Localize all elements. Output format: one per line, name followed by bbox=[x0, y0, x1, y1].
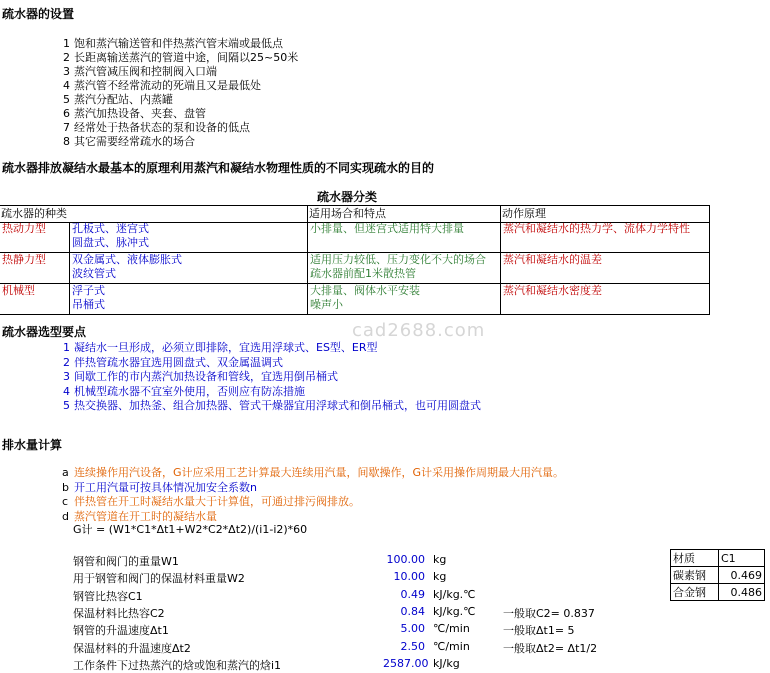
variable-row bbox=[73, 568, 693, 585]
item-number: 2 bbox=[63, 51, 70, 64]
subtype-line: 孔板式、迷宫式 bbox=[72, 222, 149, 235]
list-item bbox=[58, 37, 283, 50]
item-number: 8 bbox=[63, 135, 70, 148]
table-row bbox=[0, 222, 710, 253]
subtype-line: 吊桶式 bbox=[72, 298, 105, 311]
formula: G计 = (W1*C1*Δt1+W2*C2*Δt2)/(i1-i2)*60 bbox=[73, 523, 308, 536]
principle-cell bbox=[501, 253, 710, 283]
item-number: 6 bbox=[63, 107, 70, 120]
variable-row bbox=[73, 655, 693, 672]
note-item bbox=[62, 481, 257, 494]
scene-line: 噪声小 bbox=[310, 298, 343, 311]
list-item bbox=[58, 370, 338, 383]
type-cell bbox=[0, 253, 70, 283]
variable-label: 保温材料的升温速度Δt2 bbox=[73, 641, 191, 655]
item-number: 1 bbox=[63, 341, 70, 354]
typical-value: 一般取Δt2= Δt1/2 bbox=[503, 641, 598, 655]
type-cell bbox=[0, 222, 70, 252]
item-number: 4 bbox=[63, 79, 70, 92]
table-row bbox=[671, 567, 765, 584]
scene-cell bbox=[308, 253, 501, 283]
variable-row bbox=[73, 551, 693, 568]
watermark: cad2688.com bbox=[352, 320, 486, 341]
c1-header: C1 bbox=[718, 550, 764, 567]
list-item bbox=[58, 356, 283, 369]
item-text: 蒸汽分配站、内蒸罐 bbox=[74, 93, 173, 106]
variable-value[interactable]: 5.00 bbox=[400, 622, 425, 636]
list-item bbox=[58, 107, 206, 120]
note-text: 连续操作用汽设备，G计应采用工艺计算最大连续用汽量，间歇操作，G计采用操作周期最大用汽量。 bbox=[74, 466, 565, 479]
note-key: c bbox=[62, 495, 69, 508]
scene-line: 疏水器前配1米散热管 bbox=[310, 267, 416, 280]
scene-cell bbox=[308, 222, 501, 252]
note-key: b bbox=[62, 480, 69, 494]
variable-unit: kg bbox=[433, 553, 447, 566]
subtype-line: 圆盘式、脉冲式 bbox=[72, 236, 149, 249]
category-col-scene: 适用场合和特点 bbox=[309, 207, 386, 220]
item-text: 凝结水一旦形成，必须立即排除，宜选用浮球式、ES型、ER型 bbox=[74, 341, 378, 354]
note-text: 蒸汽管道在开工时的凝结水量 bbox=[74, 509, 217, 523]
type-name: 机械型 bbox=[2, 284, 35, 297]
material-header: 材质 bbox=[671, 550, 719, 567]
variable-label: 钢管比热容C1 bbox=[73, 589, 143, 603]
note-item bbox=[62, 510, 217, 523]
list-item bbox=[58, 135, 195, 148]
scene-cell bbox=[308, 284, 501, 314]
category-col-type: 疏水器的种类 bbox=[1, 207, 67, 220]
note-key: a bbox=[62, 466, 69, 479]
note-key: d bbox=[62, 509, 69, 523]
principle-line: 蒸汽和凝结水的温差 bbox=[503, 253, 602, 266]
list-item bbox=[58, 51, 298, 64]
variable-unit: kg bbox=[433, 570, 447, 584]
item-number: 3 bbox=[63, 370, 70, 383]
scene-line: 大排量、阀体水平安装 bbox=[310, 284, 420, 297]
table-row bbox=[671, 550, 765, 567]
variable-label: 保温材料比热容C2 bbox=[73, 606, 165, 620]
list-item bbox=[58, 65, 217, 78]
variable-row bbox=[73, 638, 693, 655]
item-text: 机械型疏水器不宜室外使用，否则应有防冻措施 bbox=[74, 384, 305, 398]
variable-row bbox=[73, 620, 693, 637]
item-text: 伴热管疏水器宜选用圆盘式、双金属温调式 bbox=[74, 355, 283, 369]
table-row bbox=[0, 253, 710, 284]
principle-cell bbox=[501, 222, 710, 252]
category-col-principle: 动作原理 bbox=[502, 207, 546, 220]
item-number: 7 bbox=[63, 121, 70, 134]
item-number: 5 bbox=[63, 399, 70, 412]
material-name: 碳素钢 bbox=[671, 567, 719, 584]
subtype-line: 浮子式 bbox=[72, 284, 105, 297]
col-divider bbox=[307, 206, 308, 222]
variable-unit: ℃/min bbox=[433, 639, 470, 653]
col-divider bbox=[709, 206, 710, 222]
section-title-setup: 疏水器的设置 bbox=[2, 7, 75, 21]
typical-value: 一般取C2= 0.837 bbox=[503, 606, 595, 620]
section-title-calc: 排水量计算 bbox=[2, 438, 63, 452]
variable-value[interactable]: 10.00 bbox=[393, 570, 425, 584]
variable-value[interactable]: 2587.00 bbox=[383, 656, 429, 670]
type-name: 热静力型 bbox=[2, 253, 46, 266]
variable-value[interactable]: 100.00 bbox=[386, 553, 425, 566]
item-text: 间歇工作的市内蒸汽加热设备和管线，宜选用倒吊桶式 bbox=[74, 370, 338, 383]
table-row bbox=[0, 284, 710, 315]
item-number: 4 bbox=[63, 384, 70, 398]
category-title: 疏水器分类 bbox=[317, 190, 378, 204]
item-number: 3 bbox=[63, 65, 70, 78]
principle-line: 蒸汽和凝结水密度差 bbox=[503, 284, 602, 297]
variable-label: 用于钢管和阀门的保温材料重量W2 bbox=[73, 572, 245, 586]
item-number: 5 bbox=[63, 93, 70, 106]
subtype-cell bbox=[70, 284, 308, 314]
principle-line: 蒸汽和凝结水的热力学、流体力学特性 bbox=[503, 222, 690, 235]
list-item bbox=[58, 79, 261, 92]
item-text: 热交换器、加热釜、组合加热器、管式干燥器宜用浮球式和倒吊桶式，也可用圆盘式 bbox=[74, 399, 481, 412]
table-row bbox=[671, 584, 765, 601]
subtype-cell bbox=[70, 222, 308, 252]
variable-value[interactable]: 0.84 bbox=[400, 604, 425, 618]
col-divider bbox=[500, 206, 501, 222]
subtype-line: 波纹管式 bbox=[72, 267, 116, 280]
variable-unit: ℃/min bbox=[433, 622, 470, 636]
variable-unit: kJ/kg.℃ bbox=[433, 604, 476, 618]
list-item bbox=[58, 121, 250, 134]
subtype-cell bbox=[70, 253, 308, 283]
variable-row bbox=[73, 586, 693, 603]
material-name: 合金钢 bbox=[671, 584, 719, 601]
type-name: 热动力型 bbox=[2, 222, 46, 235]
scene-line: 小排量、但迷宫式适用特大排量 bbox=[310, 222, 464, 235]
section-title-selection: 疏水器选型要点 bbox=[2, 325, 87, 339]
scene-line: 适用压力较低、压力变化不大的场合 bbox=[310, 253, 486, 266]
material-c1[interactable]: 0.486 bbox=[718, 584, 764, 601]
type-cell bbox=[0, 284, 70, 314]
principle-heading: 疏水器排放凝结水最基本的原理利用蒸汽和凝结水物理性质的不同实现疏水的目的 bbox=[2, 161, 435, 175]
item-text: 其它需要经常疏水的场合 bbox=[74, 135, 195, 148]
variable-unit: kJ/kg.℃ bbox=[433, 587, 476, 601]
variable-label: 工作条件下过热蒸汽的焓或饱和蒸汽的焓i1 bbox=[73, 658, 282, 672]
item-text: 蒸汽管不经常流动的死端且又是最低处 bbox=[74, 79, 261, 92]
note-text: 伴热管在开工时凝结水量大于计算值，可通过排污阀排放。 bbox=[74, 495, 360, 508]
item-number: 1 bbox=[63, 37, 70, 50]
variable-row bbox=[73, 603, 693, 620]
item-text: 长距离输送蒸汽的管道中途，间隔以25~50米 bbox=[74, 51, 299, 64]
note-item bbox=[62, 466, 564, 479]
list-item bbox=[58, 399, 481, 412]
material-c1[interactable]: 0.469 bbox=[718, 567, 764, 584]
list-item bbox=[58, 385, 305, 398]
variable-value[interactable]: 0.49 bbox=[400, 587, 425, 601]
item-number: 2 bbox=[63, 355, 70, 369]
variable-label: 钢管的升温速度Δt1 bbox=[73, 624, 169, 638]
item-text: 饱和蒸汽输送管和伴热蒸汽管末端或最低点 bbox=[74, 37, 283, 50]
variable-unit: kJ/kg bbox=[433, 656, 460, 670]
subtype-line: 双金属式、液体膨胀式 bbox=[72, 253, 182, 266]
principle-cell bbox=[501, 284, 710, 314]
material-table bbox=[670, 549, 765, 601]
item-text: 蒸汽管减压阀和控制阀入口端 bbox=[74, 65, 217, 78]
category-header-row bbox=[0, 205, 710, 223]
variable-label: 钢管和阀门的重量W1 bbox=[73, 555, 179, 568]
item-text: 蒸汽加热设备、夹套、盘管 bbox=[74, 107, 206, 120]
variable-value[interactable]: 2.50 bbox=[400, 639, 425, 653]
note-item bbox=[62, 495, 360, 508]
list-item bbox=[58, 341, 378, 354]
note-text: 开工用汽量可按具体情况加安全系数n bbox=[74, 480, 257, 494]
item-text: 经常处于热备状态的泵和设备的低点 bbox=[74, 121, 250, 134]
typical-value: 一般取Δt1= 5 bbox=[503, 624, 575, 638]
list-item bbox=[58, 93, 173, 106]
